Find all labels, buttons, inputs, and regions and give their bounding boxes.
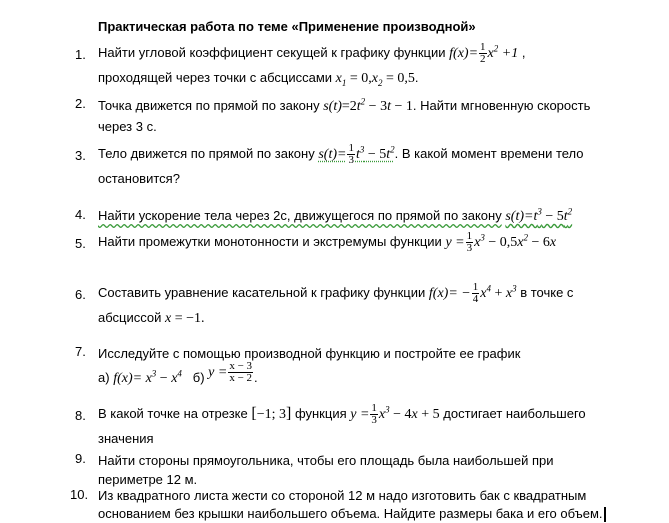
task-number: 3. bbox=[75, 148, 86, 163]
page-title: Практическая работа по теме «Применение производной» bbox=[98, 19, 476, 34]
formula: s(t)= $\frac{1}{3}$ $t^3 - 5t^2$ bbox=[318, 142, 395, 167]
formula: y = $\frac{1}{3}$ $x^3 - 0,5x^2 - 6x$ bbox=[445, 230, 557, 255]
task-text: В какой точке на отрезке [−1; 3] функция y = $\frac{1}{3}$ $x^3 - 4x + 5$ достигает наибольшего значения bbox=[98, 402, 586, 446]
task-text: Найти промежутки монотонности и экстремумы функции y = $\frac{1}{3}$ $x^3 - 0,5x^2 - 6x$ bbox=[98, 230, 557, 255]
task-text: Составить уравнение касательной к графику функции f(x)= − $\frac{1}{4}$ $x^4 + x^3$ в точке с абсциссой x = −1. bbox=[98, 281, 574, 326]
task-number: 2. bbox=[75, 96, 86, 111]
formula: f(x)= − $\frac{1}{4}$ $x^4 + x^3$ bbox=[428, 281, 517, 306]
formula: $x_1 = 0,x_2 = 0,5$ bbox=[335, 71, 415, 88]
formula: x = −1. bbox=[165, 311, 205, 326]
task-text: Найти ускорение тела через 2с, движущегося по прямой по закону $s(t)=t^3 - 5t^2$ bbox=[98, 206, 573, 224]
formula: $s(t)=2t^2 - 3t - 1$ bbox=[323, 96, 413, 114]
task-text: Из квадратного листа жести со стороной 12 м надо изготовить бак с квадратным основанием без крышки наибольшего объема. Найдите размеры бака и его объем. bbox=[98, 487, 630, 523]
text-cursor bbox=[604, 507, 606, 522]
task-text: Исследуйте с помощью производной функцию и постройте ее график а) $f(x)= x^3 - x^4$ б) y = $\frac{x - 3}{x - 2}$ . bbox=[98, 346, 521, 386]
formula: f(x)= $\frac{1}{2}$ $x^2 +1$ bbox=[449, 41, 519, 66]
task-number: 9. bbox=[75, 451, 86, 466]
task-text: Тело движется по прямой по закону s(t)= $\frac{1}{3}$ $t^3 - 5t^2$. В какой момент времени тело остановится? bbox=[98, 142, 584, 186]
formula: $f(x)= x^3 - x^4$ bbox=[113, 368, 182, 386]
formula: [−1; 3] bbox=[251, 405, 292, 422]
formula: $s(t)=t^3 - 5t^2$ bbox=[505, 206, 573, 224]
task-number: 10. bbox=[70, 487, 89, 502]
task-number: 4. bbox=[75, 207, 86, 222]
formula: y = $\frac{x - 3}{x - 2}$ bbox=[208, 360, 253, 385]
task-number: 6. bbox=[75, 287, 86, 302]
task-text: Точка движется по прямой по закону $s(t)=2t^2 - 3t - 1$. Найти мгновенную скорость через 3 с. bbox=[98, 96, 591, 134]
task-text: Найти стороны прямоугольника, чтобы его площадь была наибольшей при периметре 12 м. bbox=[98, 453, 554, 487]
task-number: 8. bbox=[75, 408, 86, 423]
task-number: 1. bbox=[75, 47, 86, 62]
task-number: 7. bbox=[75, 344, 86, 359]
formula: y = $\frac{1}{3}$ $x^3 - 4x + 5$ bbox=[350, 402, 440, 427]
task-number: 5. bbox=[75, 236, 86, 251]
task-text: Найти угловой коэффициент секущей к графику функции f(x)= $\frac{1}{2}$ $x^2 +1$ , проходящей через точки с абсциссами $x_1 = 0,x_2 = 0,5$. bbox=[98, 41, 526, 88]
